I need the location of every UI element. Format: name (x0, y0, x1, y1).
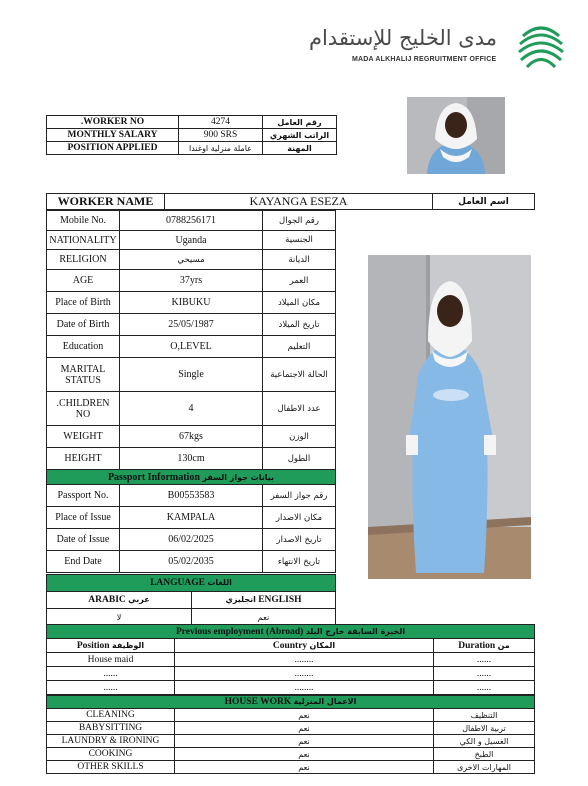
weight-label: WEIGHT (47, 426, 120, 448)
house-work-header-en: HOUSE WORK (224, 697, 292, 707)
mobile-label-ar: رقم الجوال (263, 211, 336, 231)
nationality-label: NATIONALITY (47, 231, 120, 250)
col-duration-ar: من (497, 640, 510, 650)
cleaning-label: CLEANING (47, 709, 175, 722)
marital-status-label: MARITAL STATUS (47, 358, 120, 392)
position-applied-value: عاملة منزلية اوغندا (179, 142, 263, 155)
date-of-issue-value: 06/02/2025 (120, 529, 263, 551)
col-position-ar: الوظيفة (111, 640, 145, 650)
table-row (47, 609, 336, 626)
other-skills-label-ar: المهارات الاخرى (434, 761, 535, 774)
table-row (47, 231, 336, 250)
worker-full-body-photo (368, 255, 531, 579)
education-label: Education (47, 336, 120, 358)
end-date-value: 05/02/2035 (120, 551, 263, 573)
laundry-value: نعم (175, 735, 434, 748)
arabic-language-label (47, 592, 192, 609)
worker-name-value: KAYANGA ESEZA (165, 194, 433, 210)
house-work-section-header (47, 696, 535, 709)
passport-section-header (47, 470, 336, 485)
employment-header-en: Previous employment (Abroad) (175, 626, 304, 637)
passport-no-value: B00553583 (120, 485, 263, 507)
mobile-label: Mobile No. (47, 211, 120, 231)
logo-arabic-name: مدى الخليج للإستقدام (308, 26, 497, 50)
employment-section-header (47, 625, 535, 639)
table-row (47, 211, 336, 231)
table-row (47, 336, 336, 358)
table-row (47, 392, 336, 426)
table-row (47, 116, 337, 129)
company-logo (308, 20, 567, 75)
laundry-label: LAUNDRY & IRONING (47, 735, 175, 748)
table-row (47, 485, 336, 507)
col-duration-header (434, 639, 535, 653)
mobile-value: 0788256171 (120, 211, 263, 231)
date-of-birth-label: Date of Birth (47, 314, 120, 336)
arabic-label-ar: عربي (128, 595, 150, 604)
employment-header (47, 625, 535, 639)
worker-no-label: .WORKER NO (47, 116, 179, 129)
col-country-header (175, 639, 434, 653)
children-no-value: 4 (120, 392, 263, 426)
worker-no-label-ar: رقم العامل (263, 116, 337, 129)
age-value: 37yrs (120, 270, 263, 292)
height-label: HEIGHT (47, 448, 120, 470)
table-row (47, 448, 336, 470)
passport-header-en: Passport Information (107, 471, 200, 483)
table-row (47, 748, 535, 761)
col-position-en: Position (76, 640, 110, 651)
other-skills-value: نعم (175, 761, 434, 774)
table-row (47, 592, 336, 609)
nationality-value: Uganda (120, 231, 263, 250)
place-of-birth-label: Place of Birth (47, 292, 120, 314)
date-of-issue-label-ar: تاريخ الاصدار (263, 529, 336, 551)
house-work-header-ar: الاعمال المنزلية (293, 697, 357, 706)
table-row (47, 314, 336, 336)
language-header-en: LANGUAGE (150, 578, 205, 588)
children-no-label-ar: عدد الاطفال (263, 392, 336, 426)
language-header-ar: اللغات (207, 578, 232, 587)
employment-position: ...... (47, 681, 175, 695)
english-language-label (192, 592, 336, 609)
monthly-salary-value: 900 SRS (179, 129, 263, 142)
height-label-ar: الطول (263, 448, 336, 470)
col-country-ar: المكان (309, 640, 336, 650)
cleaning-label-ar: التنظيف (434, 709, 535, 722)
date-of-birth-label-ar: تاريخ الميلاد (263, 314, 336, 336)
summary-table (46, 115, 337, 155)
age-label-ar: العمر (263, 270, 336, 292)
cooking-value: نعم (175, 748, 434, 761)
table-row (47, 639, 535, 653)
employment-header-ar: الخبرة السابقة خارج البلد (305, 626, 406, 636)
employment-duration: ...... (434, 667, 535, 681)
house-work-header (47, 696, 535, 709)
employment-duration: ...... (434, 681, 535, 695)
place-of-birth-label-ar: مكان الميلاد (263, 292, 336, 314)
col-position-header (47, 639, 175, 653)
table-row (47, 653, 535, 667)
place-of-issue-label-ar: مكان الاصدار (263, 507, 336, 529)
date-of-birth-value: 25/05/1987 (120, 314, 263, 336)
passport-no-label-ar: رقم جواز السفر (263, 485, 336, 507)
house-work-table (46, 695, 535, 774)
worker-portrait-photo (407, 97, 505, 174)
children-no-label: .CHILDREN NO (47, 392, 120, 426)
place-of-issue-value: KAMPALA (120, 507, 263, 529)
table-row (47, 722, 535, 735)
religion-value: مسيحي (120, 250, 263, 270)
employment-table (46, 624, 535, 695)
table-row (47, 681, 535, 695)
language-table (46, 574, 336, 626)
passport-no-label: Passport No. (47, 485, 120, 507)
other-skills-label: OTHER SKILLS (47, 761, 175, 774)
passport-header (47, 470, 336, 485)
worker-name-label-ar: اسم العامل (433, 194, 535, 210)
language-section-header (47, 575, 336, 592)
table-row (47, 292, 336, 314)
table-row (47, 529, 336, 551)
english-label-ar: انجليزي (225, 595, 256, 604)
employment-country: ........ (175, 681, 434, 695)
col-duration-en: Duration (458, 640, 496, 651)
nationality-label-ar: الجنسية (263, 231, 336, 250)
table-row (47, 358, 336, 392)
monthly-salary-label-ar: الراتب الشهري (263, 129, 337, 142)
table-row (47, 735, 535, 748)
logo-english-name: MADA ALKHALIJ REGRUITMENT OFFICE (352, 56, 497, 63)
weight-label-ar: الوزن (263, 426, 336, 448)
employment-position: ...... (47, 667, 175, 681)
height-value: 130cm (120, 448, 263, 470)
worker-name-table (46, 193, 535, 210)
babysitting-value: نعم (175, 722, 434, 735)
worker-name-label: WORKER NAME (47, 194, 165, 210)
position-applied-label-ar: المهنة (263, 142, 337, 155)
marital-status-label-ar: الحالة الاجتماعية (263, 358, 336, 392)
employment-country: ........ (175, 667, 434, 681)
end-date-label: End Date (47, 551, 120, 573)
religion-label: RELIGION (47, 250, 120, 270)
language-header (47, 575, 336, 592)
position-applied-label: POSITION APPLIED (47, 142, 179, 155)
weight-value: 67kgs (120, 426, 263, 448)
worker-no-value: 4274 (179, 116, 263, 129)
education-label-ar: التعليم (263, 336, 336, 358)
table-row (47, 709, 535, 722)
personal-info-table (46, 210, 336, 573)
arabic-label-en: ARABIC (88, 595, 126, 605)
employment-duration: ...... (434, 653, 535, 667)
cooking-label: COOKING (47, 748, 175, 761)
table-row (47, 194, 535, 210)
religion-label-ar: الديانة (263, 250, 336, 270)
table-row (47, 761, 535, 774)
table-row (47, 426, 336, 448)
table-row (47, 142, 337, 155)
babysitting-label-ar: تربية الاطفال (434, 722, 535, 735)
table-row (47, 551, 336, 573)
logo-mark-icon (515, 22, 567, 72)
table-row (47, 270, 336, 292)
monthly-salary-label: MONTHLY SALARY (47, 129, 179, 142)
end-date-label-ar: تاريخ الانتهاء (263, 551, 336, 573)
arabic-language-value: لا (47, 609, 192, 626)
col-country-en: Country (272, 640, 308, 651)
employment-position: House maid (47, 653, 175, 667)
table-row (47, 507, 336, 529)
english-language-value: نعم (192, 609, 336, 626)
laundry-label-ar: الغسيل و الكي (434, 735, 535, 748)
date-of-issue-label: Date of Issue (47, 529, 120, 551)
english-label-en: ENGLISH (258, 595, 302, 605)
table-row (47, 129, 337, 142)
cooking-label-ar: الطبخ (434, 748, 535, 761)
cleaning-value: نعم (175, 709, 434, 722)
place-of-birth-value: KIBUKU (120, 292, 263, 314)
passport-header-ar: بيانات جواز السفر (202, 472, 275, 482)
table-row (47, 250, 336, 270)
place-of-issue-label: Place of Issue (47, 507, 120, 529)
education-value: O,LEVEL (120, 336, 263, 358)
age-label: AGE (47, 270, 120, 292)
babysitting-label: BABYSITTING (47, 722, 175, 735)
marital-status-value: Single (120, 358, 263, 392)
employment-country: ........ (175, 653, 434, 667)
table-row (47, 667, 535, 681)
